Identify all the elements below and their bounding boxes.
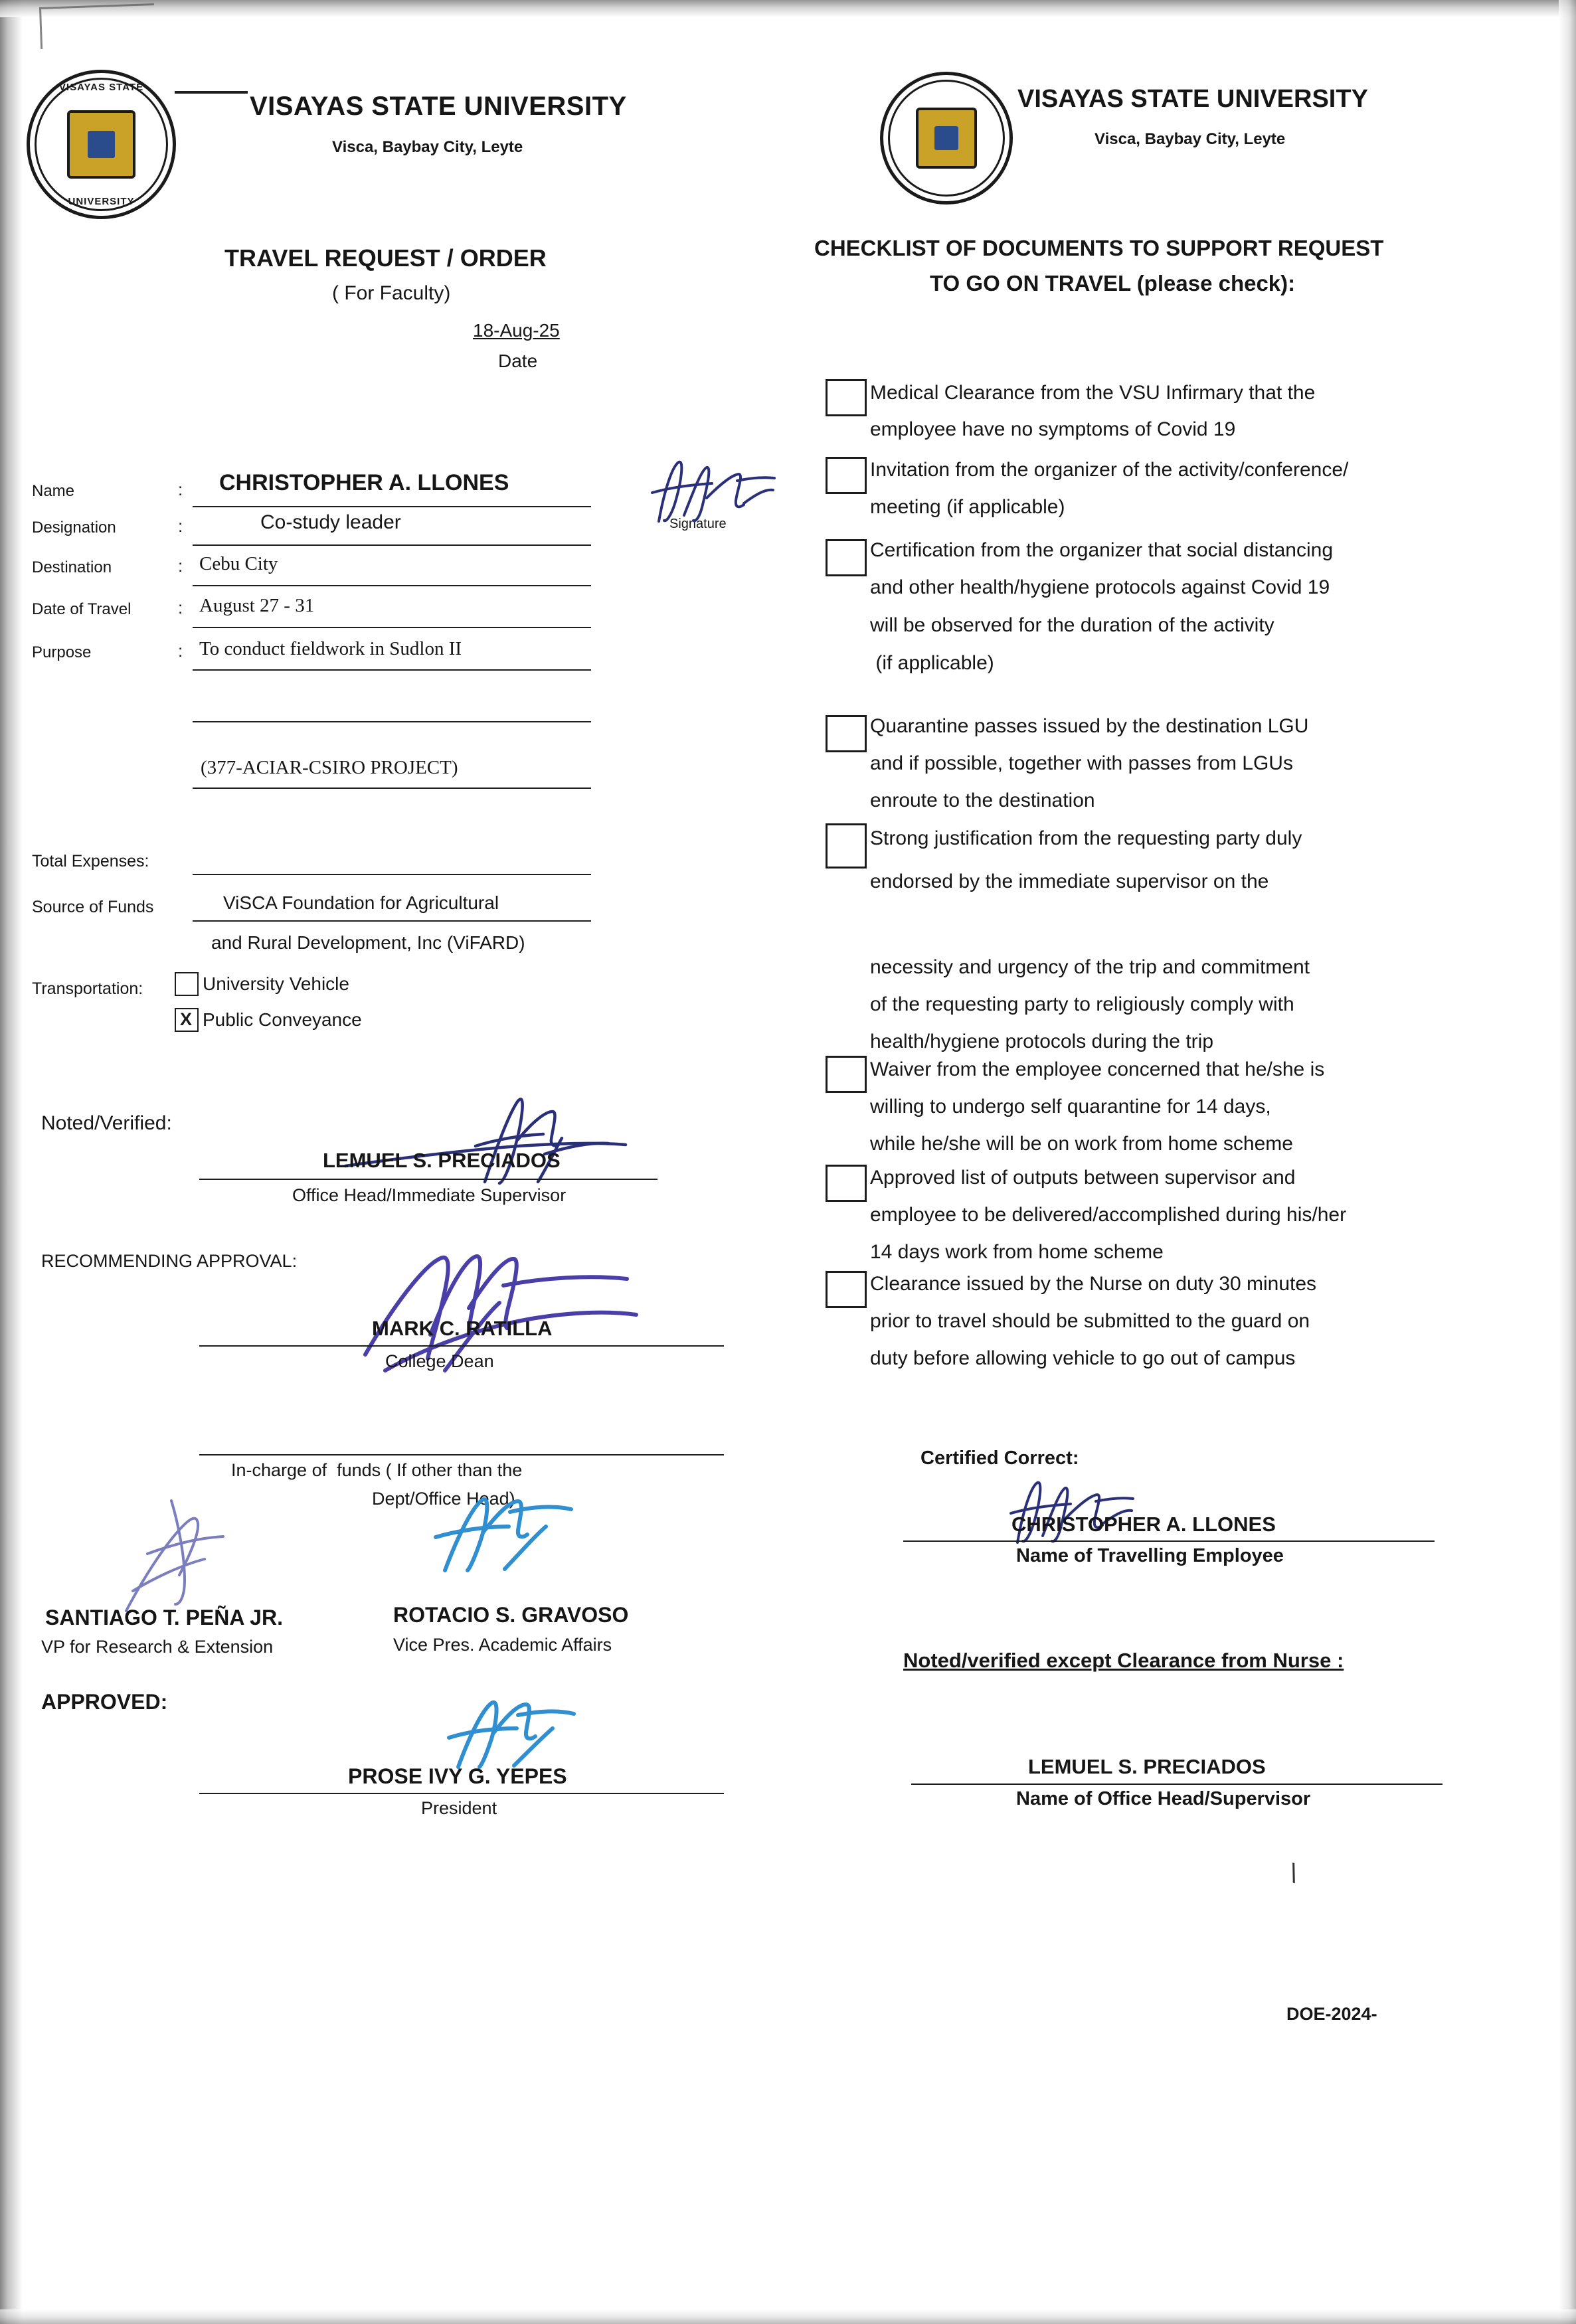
field-colon-name: :: [178, 479, 183, 499]
noted-verified-label: Noted/Verified:: [41, 1112, 172, 1134]
field-value-purpose: To conduct fieldwork in Sudlon II: [199, 638, 462, 659]
paper-edge-shadow-bottom: [0, 2309, 1576, 2324]
field-rule-project-code: [193, 788, 591, 789]
approver-rule-office-head: [199, 1179, 657, 1180]
checklist-item-3-line-1: Certification from the organizer that social distancing: [870, 539, 1334, 561]
president-title: President: [421, 1798, 497, 1818]
office-head-name-rule: [911, 1784, 1443, 1785]
approver-title-college-dean: College Dean: [385, 1351, 494, 1371]
checklist-item-1-line-2: employee have no symptoms of Covid 19: [870, 418, 1236, 440]
checkbox-public-conveyance-mark: X: [180, 1009, 193, 1029]
checklist-item-8-line-1: Clearance issued by the Nurse on duty 30 minutes: [870, 1273, 1317, 1295]
field-rule-designation: [193, 544, 591, 546]
signer-name-vp-research: SANTIAGO T. PEÑA JR.: [45, 1606, 283, 1629]
field-value-designation: Co-study leader: [260, 511, 401, 533]
checklist-checkbox-5[interactable]: [826, 823, 867, 869]
checklist-item-5-line-2: endorsed by the immediate supervisor on the: [870, 871, 1269, 892]
field-rule-purpose: [193, 669, 591, 671]
checklist-item-5-line-6: health/hygiene protocols during the trip: [870, 1031, 1214, 1052]
recommending-approval-label: RECOMMENDING APPROVAL:: [41, 1251, 298, 1271]
total-expenses-label: Total Expenses:: [32, 852, 149, 871]
checklist-item-6-line-3: while he/she will be on work from home scheme: [870, 1133, 1293, 1155]
field-label-designation: Designation: [32, 519, 116, 537]
paper-fold-mark: [39, 3, 155, 49]
approver-name-office-head: LEMUEL S. PRECIADOS: [323, 1149, 561, 1172]
university-seal-right: [880, 72, 1013, 205]
checklist-checkbox-7[interactable]: [826, 1165, 867, 1202]
total-expenses-rule: [193, 874, 591, 875]
university-address-right: Visca, Baybay City, Leyte: [1094, 130, 1286, 148]
checklist-item-3-line-4: (if applicable): [870, 652, 994, 674]
checklist-checkbox-2[interactable]: [826, 457, 867, 494]
approver-title-incharge-funds-line1: In-charge of funds ( If other than the: [231, 1460, 523, 1480]
checklist-item-5-line-5: of the requesting party to religiously comply with: [870, 993, 1294, 1015]
checklist-checkbox-6[interactable]: [826, 1056, 867, 1093]
president-rule: [199, 1793, 724, 1794]
checklist-item-7-line-3: 14 days work from home scheme: [870, 1241, 1164, 1263]
field-label-date-of-travel: Date of Travel: [32, 600, 131, 618]
checklist-item-8-line-3: duty before allowing vehicle to go out of campus: [870, 1347, 1296, 1369]
approver-title-incharge-funds-line2: Dept/Office Head): [372, 1489, 515, 1509]
university-name-right: VISAYAS STATE UNIVERSITY: [1017, 85, 1368, 113]
field-value-date-of-travel: August 27 - 31: [199, 595, 315, 616]
paper-edge-shadow-right: [1559, 0, 1576, 2324]
checklist-checkbox-4[interactable]: [826, 715, 867, 752]
field-rule-name: [193, 506, 591, 507]
form-date-value: 18-Aug-25: [473, 320, 560, 341]
form-subtitle: ( For Faculty): [332, 282, 451, 304]
approver-name-college-dean: MARK C. RATILLA: [372, 1317, 553, 1340]
form-date-label: Date: [498, 351, 538, 371]
seal-top-text-left: VISAYAS STATE: [58, 82, 144, 93]
employee-name-rule: [903, 1540, 1435, 1542]
approver-title-office-head: Office Head/Immediate Supervisor: [292, 1185, 567, 1205]
checklist-checkbox-3[interactable]: [826, 539, 867, 576]
field-value-name: CHRISTOPHER A. LLONES: [219, 470, 509, 495]
checklist-title-line2: TO GO ON TRAVEL (please check):: [930, 271, 1296, 295]
source-of-funds-label: Source of Funds: [32, 898, 154, 916]
checklist-item-7-line-1: Approved list of outputs between supervisor and: [870, 1167, 1296, 1189]
employee-name-certified: CHRISTOPHER A. LLONES: [1011, 1513, 1276, 1536]
checklist-item-4-line-1: Quarantine passes issued by the destination LGU: [870, 715, 1309, 737]
noted-except-clearance-label: Noted/verified except Clearance from Nurse :: [903, 1649, 1344, 1672]
office-head-name-certified: LEMUEL S. PRECIADOS: [1028, 1755, 1266, 1778]
approver-rule-college-dean: [199, 1345, 724, 1347]
university-seal-left: [27, 70, 176, 219]
signature-vp-research: [106, 1481, 319, 1627]
checklist-item-6-line-2: willing to undergo self quarantine for 14 days,: [870, 1096, 1271, 1118]
field-value-destination: Cebu City: [199, 553, 278, 574]
signature-caption: Signature: [669, 517, 727, 531]
checklist-item-3-line-2: and other health/hygiene protocols against Covid 19: [870, 576, 1330, 598]
document-footer-code: DOE-2024-: [1286, 2004, 1377, 2024]
paper-edge-shadow-left: [0, 0, 23, 2324]
president-name: PROSE IVY G. YEPES: [348, 1764, 567, 1788]
transport-option-label-university-vehicle: University Vehicle: [203, 973, 349, 994]
checklist-item-4-line-2: and if possible, together with passes from LGUs: [870, 752, 1293, 774]
certified-correct-label: Certified Correct:: [920, 1448, 1079, 1469]
transportation-label: Transportation:: [32, 979, 143, 998]
field-label-destination: Destination: [32, 558, 112, 576]
approver-rule-incharge-funds: [199, 1454, 724, 1455]
approved-label: APPROVED:: [41, 1690, 168, 1714]
office-head-name-caption: Name of Office Head/Supervisor: [1016, 1788, 1311, 1809]
checklist-item-2-line-2: meeting (if applicable): [870, 496, 1065, 518]
field-colon-purpose: :: [178, 641, 183, 661]
field-rule-purpose-blank: [193, 721, 591, 722]
university-address-left: Visca, Baybay City, Leyte: [332, 138, 523, 156]
checklist-item-4-line-3: enroute to the destination: [870, 789, 1095, 811]
stray-pen-mark: \: [1286, 1859, 1301, 1889]
checklist-item-2-line-1: Invitation from the organizer of the activity/conference/: [870, 459, 1349, 481]
checkbox-university-vehicle[interactable]: [175, 972, 199, 996]
university-name-left: VISAYAS STATE UNIVERSITY: [250, 92, 627, 121]
seal-bottom-text-left: UNIVERSITY: [68, 196, 135, 207]
checklist-item-1-line-1: Medical Clearance from the VSU Infirmary that the: [870, 382, 1316, 404]
source-of-funds-line1: ViSCA Foundation for Agricultural: [223, 892, 499, 913]
signer-title-vp-academic-affairs: Vice Pres. Academic Affairs: [393, 1635, 612, 1655]
field-label-name: Name: [32, 482, 75, 500]
field-label-purpose: Purpose: [32, 643, 92, 661]
field-rule-destination: [193, 585, 591, 586]
transport-option-label-public-conveyance: Public Conveyance: [203, 1009, 362, 1030]
field-rule-date-of-travel: [193, 627, 591, 628]
employee-name-caption: Name of Travelling Employee: [1016, 1545, 1284, 1566]
checklist-item-7-line-2: employee to be delivered/accomplished during his/her: [870, 1204, 1347, 1226]
header-rule-left: [175, 91, 248, 94]
checklist-item-3-line-3: will be observed for the duration of the activity: [870, 614, 1274, 636]
source-of-funds-line2: and Rural Development, Inc (ViFARD): [211, 932, 525, 953]
checklist-checkbox-1[interactable]: [826, 379, 867, 416]
signer-name-vp-academic-affairs: ROTACIO S. GRAVOSO: [393, 1603, 629, 1627]
checklist-title-line1: CHECKLIST OF DOCUMENTS TO SUPPORT REQUEST: [814, 236, 1384, 260]
checklist-item-5-line-4: necessity and urgency of the trip and commitment: [870, 956, 1310, 978]
project-code: (377-ACIAR-CSIRO PROJECT): [201, 757, 458, 778]
form-title: TRAVEL REQUEST / ORDER: [224, 244, 547, 272]
paper-edge-shadow-top: [0, 0, 1576, 17]
checklist-item-8-line-2: prior to travel should be submitted to the guard on: [870, 1310, 1310, 1332]
signer-title-vp-research: VP for Research & Extension: [41, 1637, 274, 1657]
source-of-funds-rule: [193, 920, 591, 922]
field-colon-date-of-travel: :: [178, 598, 183, 618]
checklist-item-6-line-1: Waiver from the employee concerned that he/she is: [870, 1058, 1325, 1080]
field-colon-destination: :: [178, 556, 183, 576]
checklist-checkbox-8[interactable]: [826, 1271, 867, 1308]
checklist-item-5-line-1: Strong justification from the requesting party duly: [870, 827, 1302, 849]
field-colon-designation: :: [178, 516, 183, 536]
